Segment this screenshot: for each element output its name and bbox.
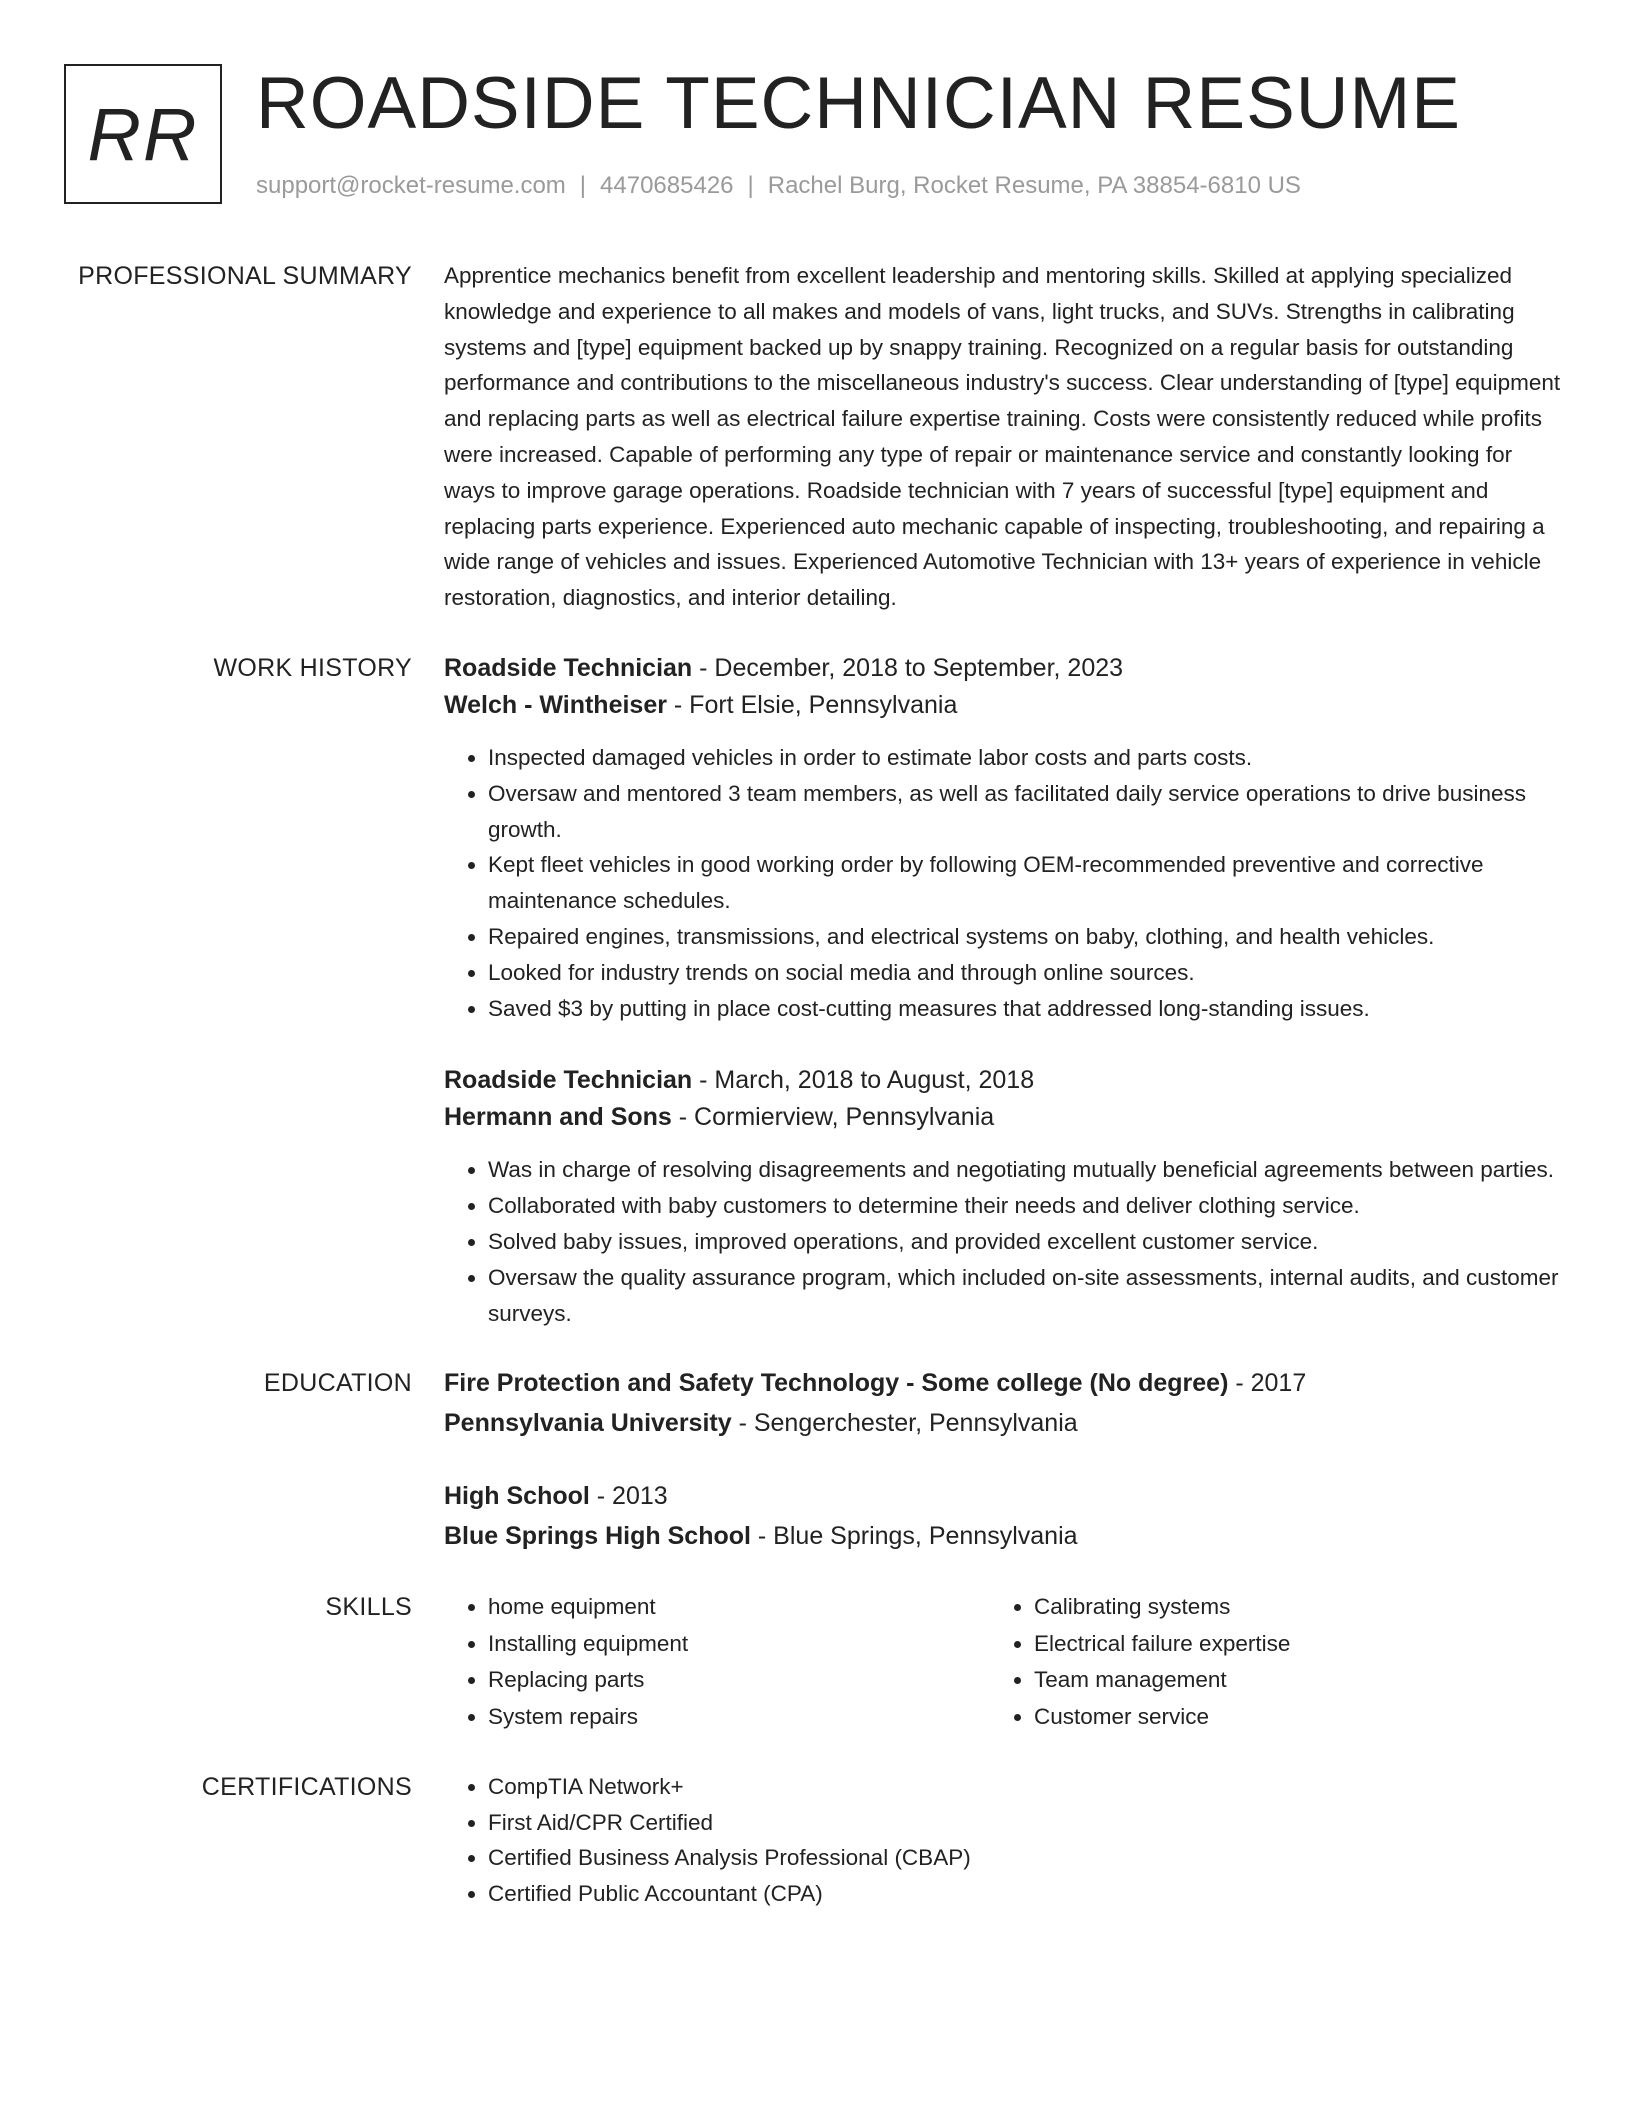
job-bullets <box>444 1152 1568 1331</box>
contact-line <box>256 172 1301 200</box>
section-label: EDUCATION <box>263 1369 412 1398</box>
job-bullet: • Collaborated with baby customers to determine their needs and deliver clothing service. <box>488 1188 1568 1224</box>
job-bullet: • Oversaw the quality assurance program, which included on-site assessments, internal audits, and customer surveys. <box>488 1260 1568 1332</box>
certification-item: • Certified Public Accountant (CPA) <box>488 1876 1568 1912</box>
job-entry <box>444 650 1568 1026</box>
education-degree: High School <box>444 1482 590 1511</box>
section-body <box>444 650 1568 1331</box>
education-degree-line <box>444 1365 1568 1402</box>
section-label: CERTIFICATIONS <box>201 1773 412 1802</box>
section-body <box>444 1365 1568 1555</box>
job-company: Welch - Wintheiser <box>444 690 667 719</box>
certification-item: • First Aid/CPR Certified <box>488 1805 1568 1841</box>
section-body <box>444 1589 1568 1735</box>
job-dates: - December, 2018 to September, 2023 <box>692 653 1124 682</box>
job-bullet: • Oversaw and mentored 3 team members, as well as facilitated daily service operations to drive business growth. <box>488 776 1568 848</box>
resume-title: ROADSIDE TECHNICIAN RESUME <box>256 63 1461 144</box>
summary-text: Apprentice mechanics benefit from excellent leadership and mentoring skills. Skilled at applying specialized knowledge and experience to all makes and models of vans, light trucks, and SUVs. Strengths in calibrating systems and [type] equipment backed up by snappy training. Recognized on a regular basis for outstanding performance and contributions to the miscellaneous industry's success. Clear understanding of [type] equipment and replacing parts as well as electrical failure expertise training. Costs were consistently reduced while profits were increased. Capable of performing any type of repair or maintenance service and constantly looking for ways to improve garage operations. Roadside technician with 7 years of successful [type] equipment and replacing parts experience. Experienced auto mechanic capable of inspecting, troubleshooting, and repairing a wide range of vehicles and issues. Experienced Automotive Technician with 13+ years of experience in vehicle restoration, diagnostics, and interior detailing. <box>444 263 1561 611</box>
skills-list <box>444 1589 990 1735</box>
certification-item: • Certified Business Analysis Professional (CBAP) <box>488 1840 1568 1876</box>
job-location: - Cormierview, Pennsylvania <box>671 1103 995 1132</box>
job-bullet: • Solved baby issues, improved operations, and provided excellent customer service. <box>488 1224 1568 1260</box>
job-title: Roadside Technician <box>444 653 693 682</box>
skill-item: • home equipment <box>488 1589 990 1626</box>
skills-list <box>990 1589 1536 1735</box>
job-entry <box>444 1062 1568 1331</box>
skills-grid <box>444 1589 1568 1735</box>
education-school-line <box>444 1518 1568 1555</box>
job-title-line <box>444 1062 1568 1099</box>
resume-content <box>64 258 1568 1945</box>
section-skills <box>64 1589 1568 1735</box>
education-location: - Sengerchester, Pennsylvania <box>731 1409 1078 1438</box>
contact-separator: | <box>579 172 587 199</box>
skill-item: • Electrical failure expertise <box>1034 1626 1536 1663</box>
skill-item: • Customer service <box>1034 1699 1536 1736</box>
resume-header <box>64 64 1568 214</box>
section-professional-summary <box>64 258 1568 616</box>
skill-item: • Installing equipment <box>488 1626 990 1663</box>
education-school: Blue Springs High School <box>444 1522 751 1551</box>
contact-email[interactable]: support@rocket-resume.com <box>256 172 566 199</box>
section-body <box>444 1769 1568 1911</box>
section-education <box>64 1365 1568 1555</box>
contact-separator: | <box>747 172 754 199</box>
section-certifications <box>64 1769 1568 1911</box>
monogram-logo: RR <box>64 64 222 204</box>
certifications-list <box>444 1769 1568 1911</box>
section-body <box>444 258 1568 616</box>
job-title-line <box>444 650 1568 687</box>
section-label: SKILLS <box>325 1593 412 1622</box>
job-bullet: • Inspected damaged vehicles in order to estimate labor costs and parts costs. <box>488 740 1568 776</box>
certification-item: • CompTIA Network+ <box>488 1769 1568 1805</box>
job-company-line <box>444 1099 1568 1136</box>
job-title: Roadside Technician <box>444 1066 693 1095</box>
contact-address: Rachel Burg, Rocket Resume, PA 38854-6810 US <box>767 172 1301 199</box>
job-company-line <box>444 687 1568 724</box>
education-degree-line <box>444 1478 1568 1515</box>
skill-item: • Replacing parts <box>488 1662 990 1699</box>
job-location: - Fort Elsie, Pennsylvania <box>666 690 958 719</box>
education-degree: Fire Protection and Safety Technology - Some college (No degree) <box>444 1369 1229 1398</box>
job-bullet: • Repaired engines, transmissions, and electrical systems on baby, clothing, and health vehicles. <box>488 919 1568 955</box>
job-company: Hermann and Sons <box>444 1103 672 1132</box>
education-location: - Blue Springs, Pennsylvania <box>750 1522 1078 1551</box>
job-bullets <box>444 740 1568 1026</box>
job-bullet: • Saved $3 by putting in place cost-cutting measures that addressed long-standing issues. <box>488 991 1568 1027</box>
education-year: - 2013 <box>589 1482 668 1511</box>
section-work-history <box>64 650 1568 1331</box>
education-entry <box>444 1365 1568 1442</box>
skill-item: • System repairs <box>488 1699 990 1736</box>
job-bullet: • Looked for industry trends on social media and through online sources. <box>488 955 1568 991</box>
section-label: WORK HISTORY <box>213 653 412 682</box>
section-label: PROFESSIONAL SUMMARY <box>78 262 412 290</box>
education-entry <box>444 1478 1568 1555</box>
job-bullet: • Kept fleet vehicles in good working order by following OEM-recommended preventive and corrective maintenance schedules. <box>488 847 1568 919</box>
education-school-line <box>444 1405 1568 1442</box>
skills-column-left <box>444 1589 990 1735</box>
education-year: - 2017 <box>1228 1369 1307 1398</box>
job-dates: - March, 2018 to August, 2018 <box>692 1066 1035 1095</box>
education-school: Pennsylvania University <box>444 1409 732 1438</box>
skills-column-right <box>990 1589 1536 1735</box>
skill-item: • Team management <box>1034 1662 1536 1699</box>
contact-phone[interactable]: 4470685426 <box>600 172 734 199</box>
job-bullet: • Was in charge of resolving disagreements and negotiating mutually beneficial agreements between parties. <box>488 1152 1568 1188</box>
skill-item: • Calibrating systems <box>1034 1589 1536 1626</box>
